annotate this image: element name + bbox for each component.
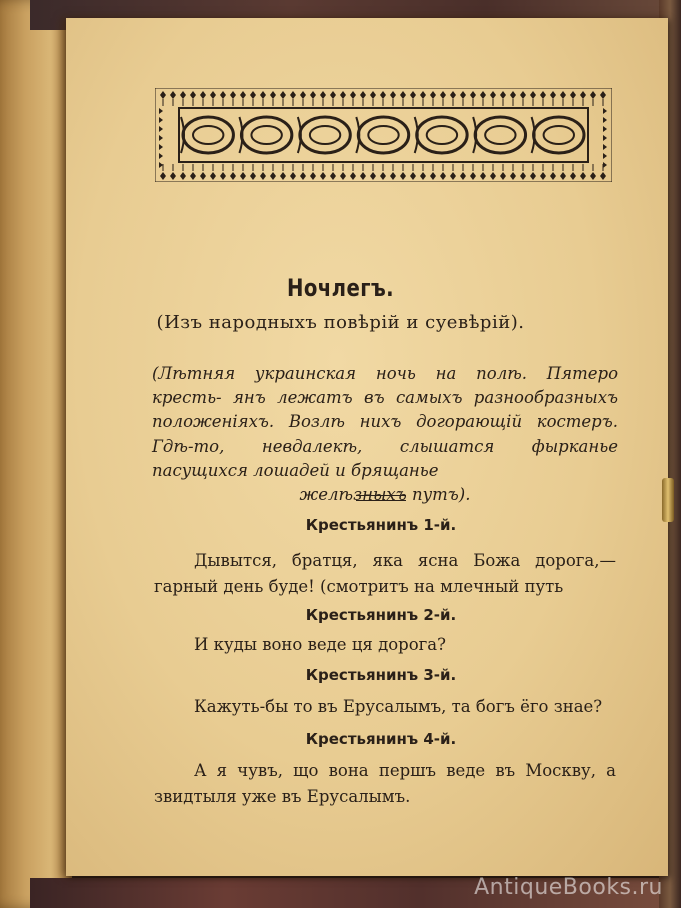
fringe-icon [490, 91, 496, 99]
fringe-icon [600, 172, 606, 180]
fringe-icon [340, 172, 346, 180]
fringe-icon [420, 172, 426, 180]
stage-direction-line: Возлѣ нихъ догорающій костеръ. Гдѣ-то, невдалекѣ, [152, 412, 618, 456]
fringe-icon [290, 91, 296, 99]
fringe-icon [170, 172, 176, 180]
fringe-icon [530, 91, 536, 99]
fringe-icon [510, 172, 516, 180]
fringe-icon [450, 91, 456, 99]
fringe-icon [470, 172, 476, 180]
fringe-icon [330, 172, 336, 180]
knot-icon [475, 117, 525, 153]
fringe-icon [550, 91, 556, 99]
dialogue-text: звидтыля уже въ Ерусалымъ. [154, 787, 411, 806]
knot-icon [358, 117, 408, 153]
fringe-icon [360, 91, 366, 99]
fringe-icon [370, 172, 376, 180]
fringe-icon [220, 172, 226, 180]
fringe-icon [320, 91, 326, 99]
fringe-icon [350, 172, 356, 180]
fringe-icon [200, 91, 206, 99]
fringe-icon [390, 91, 396, 99]
fringe-icon [170, 91, 176, 99]
fringe-icon [220, 91, 226, 99]
fringe-icon [370, 91, 376, 99]
fringe-icon [280, 91, 286, 99]
stage-direction-line: желѣзныхъ путъ). [299, 485, 471, 505]
knot-icon [300, 117, 350, 153]
fringe-icon [180, 91, 186, 99]
stage-direction-line: янъ лежатъ въ самыхъ разнообразныхъ положеніяхъ. [152, 388, 619, 432]
fringe-icon [410, 91, 416, 99]
fringe-icon [270, 172, 276, 180]
fringe-icon [400, 172, 406, 180]
fringe-icon [260, 172, 266, 180]
fringe-icon [240, 91, 246, 99]
fringe-icon [540, 91, 546, 99]
fringe-icon [410, 172, 416, 180]
fringe-icon [210, 91, 216, 99]
fringe-icon [450, 172, 456, 180]
dialogue-text: Кажуть-бы то въ Ерусалымъ, та богъ ёго знае? [194, 697, 603, 716]
fringe-icon [240, 172, 246, 180]
fringe-icon [580, 91, 586, 99]
dialogue-line [154, 548, 616, 600]
fringe-icon [600, 91, 606, 99]
fringe-icon [470, 91, 476, 99]
fringe-icon [420, 91, 426, 99]
fringe-icon [490, 172, 496, 180]
fringe-icon [430, 91, 436, 99]
speaker-name: Крестьянинъ 2-й. [305, 606, 457, 624]
fringe-icon [330, 91, 336, 99]
fringe-icon [510, 91, 516, 99]
fringe-icon [520, 172, 526, 180]
fringe-icon [570, 172, 576, 180]
fringe-icon [440, 91, 446, 99]
fringe-icon [460, 172, 466, 180]
fringe-icon [380, 172, 386, 180]
fringe-icon [360, 172, 366, 180]
fringe-icon [530, 172, 536, 180]
fringe-icon [440, 172, 446, 180]
fringe-icon [480, 91, 486, 99]
fringe-icon [590, 172, 596, 180]
facing-page-edge [0, 0, 72, 908]
speaker-name: Крестьянинъ 3-й. [305, 666, 457, 684]
knot-icon [534, 117, 584, 153]
fringe-icon [580, 172, 586, 180]
fringe-icon [320, 172, 326, 180]
fringe-icon [180, 172, 186, 180]
fringe-icon [200, 172, 206, 180]
fringe-icon [250, 91, 256, 99]
fringe-icon [520, 91, 526, 99]
fringe-icon [500, 91, 506, 99]
speaker-name: Крестьянинъ 4-й. [305, 730, 457, 748]
fringe-icon [350, 91, 356, 99]
document-title: Ночлегъ. [286, 274, 395, 302]
stage-direction [152, 362, 618, 507]
dialogue-text: И куды воно веде ця дорога? [194, 635, 446, 654]
fringe-icon [390, 172, 396, 180]
fringe-icon [300, 91, 306, 99]
watermark: AntiqueBooks.ru [474, 875, 663, 900]
knot-icon [241, 117, 291, 153]
fringe-icon [590, 91, 596, 99]
dialogue-line [154, 758, 616, 810]
fringe-icon [540, 172, 546, 180]
fringe-icon [230, 91, 236, 99]
fringe-icon [310, 91, 316, 99]
fringe-icon [190, 91, 196, 99]
fringe-icon [290, 172, 296, 180]
fringe-icon [550, 172, 556, 180]
speaker-name: Крестьянинъ 1-й. [305, 516, 457, 534]
fringe-icon [260, 91, 266, 99]
fringe-icon [250, 172, 256, 180]
knot-icon [183, 117, 233, 153]
section-divider [356, 495, 406, 501]
knot-icon [417, 117, 467, 153]
dialogue-text: А я чувъ, що вона першъ веде въ Москву, а [194, 761, 616, 780]
fringe-icon [340, 91, 346, 99]
fringe-icon [480, 172, 486, 180]
fringe-icon [300, 172, 306, 180]
dialogue-text: день буде! (смотритъ на млечный путь [223, 577, 564, 596]
fringe-icon [400, 91, 406, 99]
stage-direction-line: (Лѣтняя украинская ночь на полѣ. Пятеро кресть- [152, 364, 618, 408]
fringe-icon [270, 91, 276, 99]
fringe-icon [160, 91, 166, 99]
fringe-icon [500, 172, 506, 180]
dialogue-text: Дывытся, братця, яка ясна Божа дорога,—гарный [154, 551, 616, 596]
fringe-icon [380, 91, 386, 99]
ornament-border-icon [155, 88, 612, 182]
fringe-icon [560, 172, 566, 180]
fringe-icon [310, 172, 316, 180]
stage-direction-line: слышатся фырканье пасущихся лошадей и брящанье [152, 436, 619, 480]
fringe-icon [460, 91, 466, 99]
fringe-icon [190, 172, 196, 180]
fringe-icon [210, 172, 216, 180]
fringe-icon [570, 91, 576, 99]
fringe-icon [560, 91, 566, 99]
fringe-icon [160, 172, 166, 180]
document-subtitle: (Изъ народныхъ повѣрій и суевѣрій). [156, 312, 525, 333]
fringe-icon [430, 172, 436, 180]
fringe-icon [280, 172, 286, 180]
fringe-icon [230, 172, 236, 180]
